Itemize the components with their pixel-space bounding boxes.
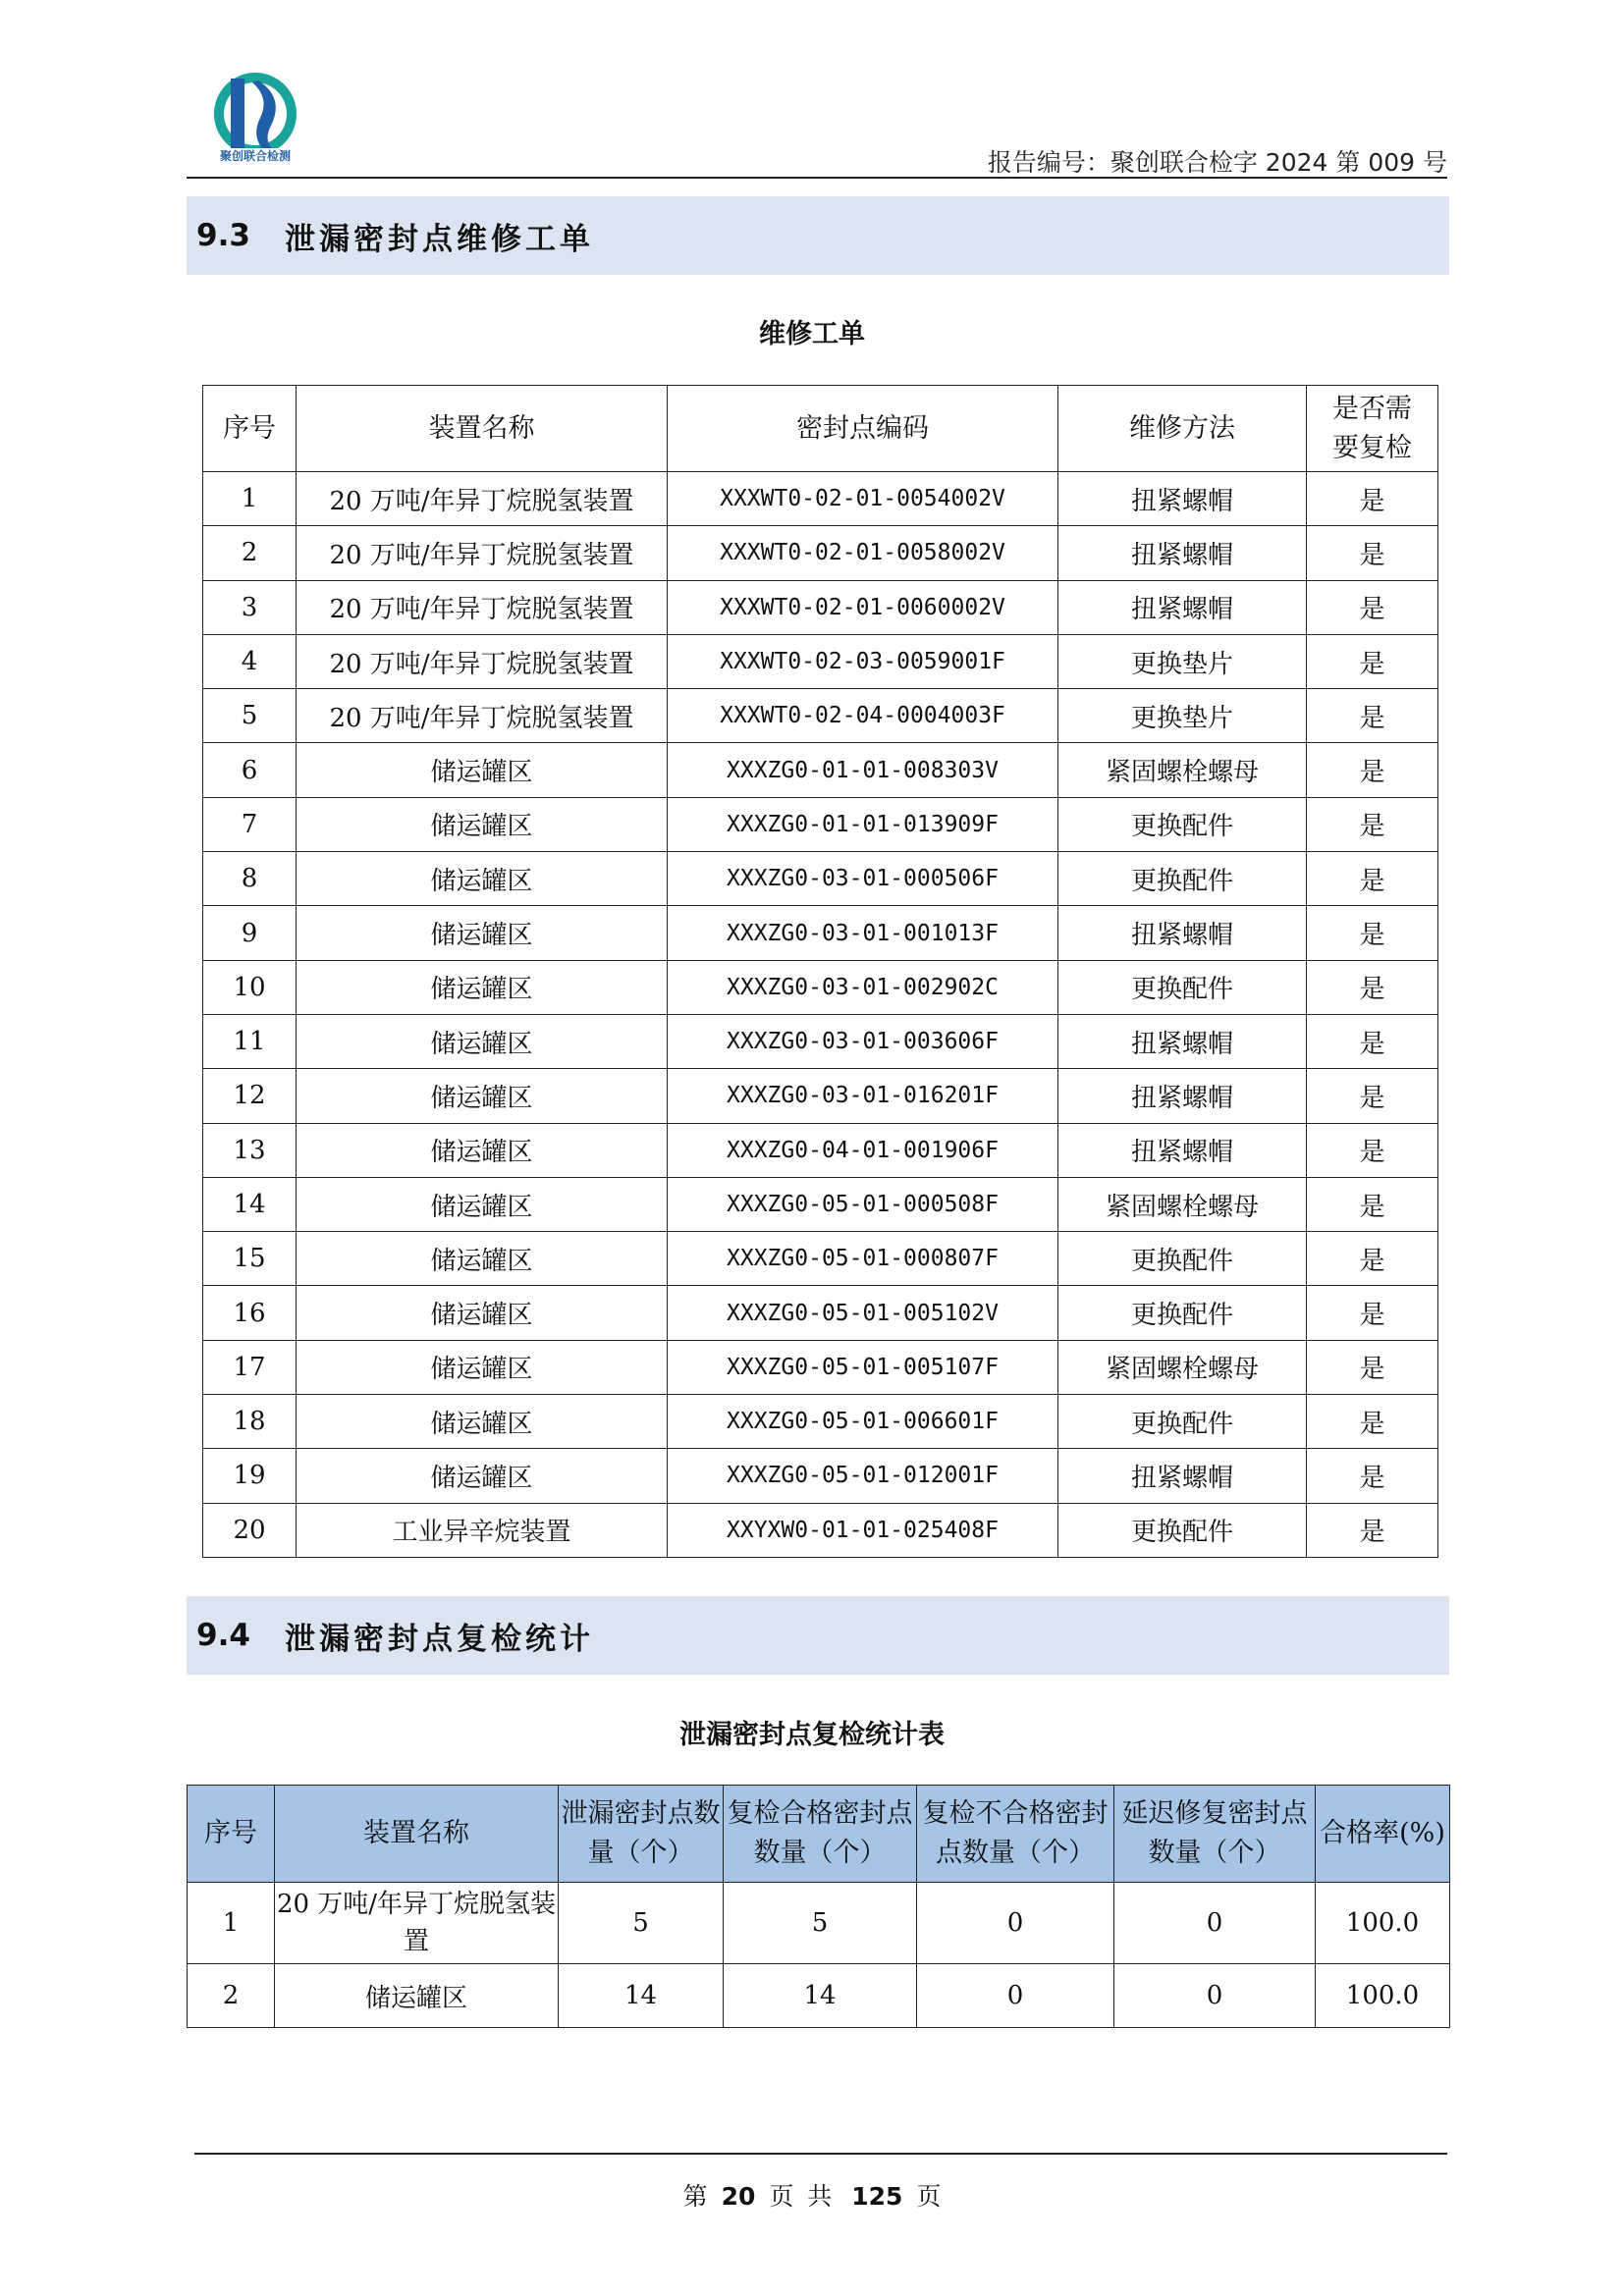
table-cell: 是 bbox=[1307, 1069, 1438, 1123]
table-row bbox=[203, 1286, 1438, 1340]
table-cell: XXXZG0-03-01-016201F bbox=[668, 1069, 1058, 1123]
table-cell: 2 bbox=[188, 1964, 275, 2028]
table-cell: 扭紧螺帽 bbox=[1058, 906, 1307, 960]
section-number: 9.3 bbox=[196, 218, 250, 253]
table-header-row bbox=[188, 1786, 1450, 1883]
table-cell: 更换配件 bbox=[1058, 1232, 1307, 1286]
table-cell: 扭紧螺帽 bbox=[1058, 1014, 1307, 1068]
table-cell: 储运罐区 bbox=[297, 1014, 668, 1068]
table-cell: XXXWT0-02-01-0060002V bbox=[668, 580, 1058, 634]
table-row bbox=[203, 797, 1438, 851]
table-caption: 泄漏密封点复检统计表 bbox=[679, 1720, 945, 1750]
table-cell: 6 bbox=[203, 743, 297, 797]
table-cell: 储运罐区 bbox=[297, 743, 668, 797]
table-cell: 14 bbox=[724, 1964, 917, 2028]
table-cell: 储运罐区 bbox=[297, 906, 668, 960]
table-cell: 100.0 bbox=[1316, 1883, 1450, 1964]
header-cell: 装置名称 bbox=[297, 386, 668, 472]
table-row bbox=[203, 1069, 1438, 1123]
table-row bbox=[203, 1395, 1438, 1449]
table-cell: 紧固螺栓螺母 bbox=[1058, 1340, 1307, 1394]
footer-di: 第 bbox=[682, 2182, 708, 2211]
table-row bbox=[203, 1014, 1438, 1068]
header-cell: 泄漏密封点数量（个） bbox=[559, 1786, 724, 1883]
repair-order-table bbox=[202, 385, 1438, 1558]
table-cell: XXXWT0-02-03-0059001F bbox=[668, 634, 1058, 688]
table-row bbox=[203, 852, 1438, 906]
table-row bbox=[203, 472, 1438, 526]
table-cell: 20 万吨/年异丁烷脱氢装置 bbox=[275, 1883, 559, 1964]
total-pages: 125 bbox=[851, 2182, 903, 2211]
table-header-row bbox=[203, 386, 1438, 472]
section-number: 9.4 bbox=[196, 1618, 250, 1653]
table-cell: XXXZG0-05-01-005107F bbox=[668, 1340, 1058, 1394]
table-row bbox=[188, 1964, 1450, 2028]
table-cell: 20 bbox=[203, 1503, 297, 1557]
table-cell: 1 bbox=[188, 1883, 275, 1964]
table-cell: 扭紧螺帽 bbox=[1058, 472, 1307, 526]
table-cell: 紧固螺栓螺母 bbox=[1058, 1177, 1307, 1231]
header-cell: 是否需要复检 bbox=[1307, 386, 1438, 472]
footer-ye2: 页 bbox=[916, 2182, 942, 2211]
table-cell: 是 bbox=[1307, 472, 1438, 526]
table-cell: XXXZG0-03-01-000506F bbox=[668, 852, 1058, 906]
table-cell: 是 bbox=[1307, 1014, 1438, 1068]
section-heading-9-4 bbox=[187, 1596, 1449, 1675]
table-cell: 是 bbox=[1307, 1449, 1438, 1503]
table-cell: 更换垫片 bbox=[1058, 689, 1307, 743]
table-cell: 13 bbox=[203, 1123, 297, 1177]
section-heading-9-3 bbox=[187, 196, 1449, 275]
table-cell: XXXZG0-05-01-000807F bbox=[668, 1232, 1058, 1286]
table-cell: 扭紧螺帽 bbox=[1058, 1123, 1307, 1177]
table-cell: 是 bbox=[1307, 1123, 1438, 1177]
table-cell: 3 bbox=[203, 580, 297, 634]
table-cell: 10 bbox=[203, 960, 297, 1014]
table-cell: 是 bbox=[1307, 1503, 1438, 1557]
table-cell: 5 bbox=[724, 1883, 917, 1964]
table-row bbox=[203, 906, 1438, 960]
table-cell: 1 bbox=[203, 472, 297, 526]
footer-ye: 页 bbox=[769, 2182, 794, 2211]
table-cell: 是 bbox=[1307, 852, 1438, 906]
header-cell: 复检不合格密封点数量（个） bbox=[917, 1786, 1114, 1883]
table-cell: 5 bbox=[559, 1883, 724, 1964]
table-cell: 扭紧螺帽 bbox=[1058, 526, 1307, 580]
table-cell: 储运罐区 bbox=[297, 1340, 668, 1394]
table-cell: 储运罐区 bbox=[297, 1069, 668, 1123]
table-cell: XXXZG0-04-01-001906F bbox=[668, 1123, 1058, 1177]
header-divider bbox=[187, 177, 1447, 179]
table-row bbox=[203, 1177, 1438, 1231]
table-cell: 20 万吨/年异丁烷脱氢装置 bbox=[297, 689, 668, 743]
table-cell: 8 bbox=[203, 852, 297, 906]
recheck-statistics-table bbox=[187, 1785, 1450, 2028]
header-cell: 延迟修复密封点数量（个） bbox=[1114, 1786, 1316, 1883]
table-row bbox=[203, 1232, 1438, 1286]
table-cell: XXXWT0-02-01-0054002V bbox=[668, 472, 1058, 526]
table-cell: 储运罐区 bbox=[297, 1395, 668, 1449]
table-cell: 9 bbox=[203, 906, 297, 960]
table-cell: 更换配件 bbox=[1058, 797, 1307, 851]
header-cell: 合格率(%) bbox=[1316, 1786, 1450, 1883]
svg-text:聚创联合检测: 聚创联合检测 bbox=[219, 149, 292, 162]
footer-divider bbox=[194, 2153, 1447, 2155]
report-number: 报告编号：聚创联合检字 2024 第 009 号 bbox=[987, 148, 1447, 177]
table-cell: 是 bbox=[1307, 634, 1438, 688]
table-row bbox=[188, 1883, 1450, 1964]
section-title: 泄漏密封点复检统计 bbox=[285, 1621, 594, 1657]
table-cell: 是 bbox=[1307, 580, 1438, 634]
table-cell: 工业异辛烷装置 bbox=[297, 1503, 668, 1557]
table-cell: 储运罐区 bbox=[297, 1449, 668, 1503]
header-cell: 装置名称 bbox=[275, 1786, 559, 1883]
current-page: 20 bbox=[721, 2182, 756, 2211]
table-cell: 11 bbox=[203, 1014, 297, 1068]
table-cell: 14 bbox=[559, 1964, 724, 2028]
table-cell: XXXWT0-02-01-0058002V bbox=[668, 526, 1058, 580]
table-cell: 储运罐区 bbox=[297, 797, 668, 851]
table-cell: 4 bbox=[203, 634, 297, 688]
table-cell: 0 bbox=[1114, 1883, 1316, 1964]
table-row bbox=[203, 634, 1438, 688]
table-cell: XXXZG0-05-01-012001F bbox=[668, 1449, 1058, 1503]
table-cell: 扭紧螺帽 bbox=[1058, 580, 1307, 634]
table-cell: 14 bbox=[203, 1177, 297, 1231]
table-cell: 更换垫片 bbox=[1058, 634, 1307, 688]
table-cell: 是 bbox=[1307, 1177, 1438, 1231]
table-cell: 更换配件 bbox=[1058, 1286, 1307, 1340]
header-cell: 序号 bbox=[188, 1786, 275, 1883]
table-cell: 更换配件 bbox=[1058, 1395, 1307, 1449]
table-cell: XXXZG0-03-01-003606F bbox=[668, 1014, 1058, 1068]
table-cell: 是 bbox=[1307, 1395, 1438, 1449]
table-cell: 2 bbox=[203, 526, 297, 580]
table-cell: 更换配件 bbox=[1058, 1503, 1307, 1557]
table-cell: XXXZG0-01-01-008303V bbox=[668, 743, 1058, 797]
table-cell: XXXZG0-01-01-013909F bbox=[668, 797, 1058, 851]
table-cell: 更换配件 bbox=[1058, 852, 1307, 906]
table-cell: 是 bbox=[1307, 797, 1438, 851]
table-cell: 20 万吨/年异丁烷脱氢装置 bbox=[297, 472, 668, 526]
table-cell: 扭紧螺帽 bbox=[1058, 1069, 1307, 1123]
table-row bbox=[203, 1340, 1438, 1394]
table-cell: 100.0 bbox=[1316, 1964, 1450, 2028]
table-cell: XXXZG0-05-01-005102V bbox=[668, 1286, 1058, 1340]
table-cell: 16 bbox=[203, 1286, 297, 1340]
table-row bbox=[203, 689, 1438, 743]
table-cell: 18 bbox=[203, 1395, 297, 1449]
table-cell: 扭紧螺帽 bbox=[1058, 1449, 1307, 1503]
table-cell: XXXZG0-03-01-001013F bbox=[668, 906, 1058, 960]
footer-gong: 共 bbox=[807, 2182, 833, 2211]
table-cell: 5 bbox=[203, 689, 297, 743]
table-cell: 20 万吨/年异丁烷脱氢装置 bbox=[297, 634, 668, 688]
table-cell: 是 bbox=[1307, 1232, 1438, 1286]
table-cell: XXXZG0-03-01-002902C bbox=[668, 960, 1058, 1014]
table-cell: 0 bbox=[1114, 1964, 1316, 2028]
table-row bbox=[203, 1123, 1438, 1177]
header-cell: 复检合格密封点数量（个） bbox=[724, 1786, 917, 1883]
table-cell: 是 bbox=[1307, 1286, 1438, 1340]
table-cell: 12 bbox=[203, 1069, 297, 1123]
table-cell: 17 bbox=[203, 1340, 297, 1394]
header-cell: 密封点编码 bbox=[668, 386, 1058, 472]
table-cell: 7 bbox=[203, 797, 297, 851]
page-footer bbox=[0, 2177, 1624, 2213]
table-cell: 20 万吨/年异丁烷脱氢装置 bbox=[297, 526, 668, 580]
table-cell: 更换配件 bbox=[1058, 960, 1307, 1014]
table-cell: 储运罐区 bbox=[275, 1964, 559, 2028]
logo-wordmark bbox=[196, 147, 314, 161]
table-cell: XXXWT0-02-04-0004003F bbox=[668, 689, 1058, 743]
table-cell: 是 bbox=[1307, 743, 1438, 797]
table-cell: XXYXW0-01-01-025408F bbox=[668, 1503, 1058, 1557]
table-cell: 是 bbox=[1307, 689, 1438, 743]
table-row bbox=[203, 960, 1438, 1014]
table-cell: 15 bbox=[203, 1232, 297, 1286]
table-cell: 是 bbox=[1307, 1340, 1438, 1394]
table-cell: 储运罐区 bbox=[297, 1232, 668, 1286]
table-cell: 储运罐区 bbox=[297, 852, 668, 906]
table-cell: 是 bbox=[1307, 960, 1438, 1014]
table-cell: 储运罐区 bbox=[297, 960, 668, 1014]
table-cell: 是 bbox=[1307, 906, 1438, 960]
table-cell: 19 bbox=[203, 1449, 297, 1503]
table-cell: 储运罐区 bbox=[297, 1177, 668, 1231]
table-cell: 0 bbox=[917, 1964, 1114, 2028]
table-cell: 20 万吨/年异丁烷脱氢装置 bbox=[297, 580, 668, 634]
table-cell: 储运罐区 bbox=[297, 1123, 668, 1177]
table-cell: XXXZG0-05-01-000508F bbox=[668, 1177, 1058, 1231]
table-cell: 是 bbox=[1307, 526, 1438, 580]
table-cell: 储运罐区 bbox=[297, 1286, 668, 1340]
table-row bbox=[203, 1503, 1438, 1557]
table-cell: 0 bbox=[917, 1883, 1114, 1964]
section-title: 泄漏密封点维修工单 bbox=[285, 221, 594, 257]
table-cell: 紧固螺栓螺母 bbox=[1058, 743, 1307, 797]
table-row bbox=[203, 743, 1438, 797]
table-row bbox=[203, 526, 1438, 580]
header-cell: 维修方法 bbox=[1058, 386, 1307, 472]
table-row bbox=[203, 580, 1438, 634]
table-caption: 维修工单 bbox=[759, 319, 865, 349]
header-cell: 序号 bbox=[203, 386, 297, 472]
table-row bbox=[203, 1449, 1438, 1503]
table-cell: XXXZG0-05-01-006601F bbox=[668, 1395, 1058, 1449]
